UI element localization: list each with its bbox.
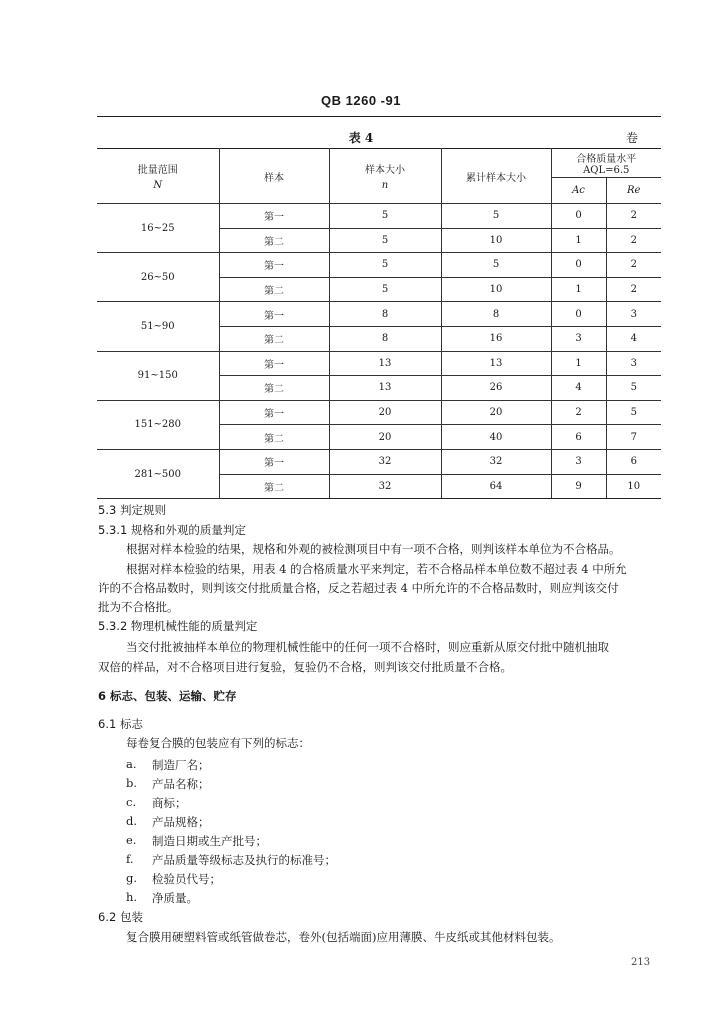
- sample-size-cell: 5: [329, 253, 441, 278]
- paragraph-5-3-1-b-line3: 批为不合格批。: [98, 600, 179, 614]
- header-rule: [97, 116, 661, 117]
- re-cell: 2: [606, 253, 661, 278]
- cumulative-cell: 64: [441, 474, 551, 499]
- section-5-3-1-title: 5.3.1 规格和外观的质量判定: [98, 523, 246, 537]
- re-cell: 6: [606, 449, 661, 474]
- marking-list-item: f.: [126, 852, 134, 866]
- header-sample: 样本: [219, 149, 329, 204]
- section-5-3-title: 5.3 判定规则: [98, 503, 166, 517]
- standard-code: QB 1260 -91: [321, 93, 401, 108]
- header-re: Re: [606, 178, 661, 204]
- marking-list-item: d.: [126, 814, 138, 828]
- page-number: 213: [631, 957, 651, 968]
- cumulative-cell: 26: [441, 376, 551, 401]
- re-cell: 4: [606, 326, 661, 351]
- stage-cell: 第二: [219, 228, 329, 253]
- stage-cell: 第一: [219, 302, 329, 327]
- sample-size-cell: 13: [329, 351, 441, 376]
- re-cell: 2: [606, 277, 661, 302]
- stage-cell: 第一: [219, 351, 329, 376]
- sample-size-cell: 32: [329, 474, 441, 499]
- ac-cell: 0: [551, 302, 606, 327]
- paragraph-5-3-2-line1: 当交付批被抽样本单位的物理机械性能中的任何一项不合格时，则应重新从原交付批中随机抽取: [126, 640, 609, 654]
- section-6-1-title: 6.1 标志: [98, 717, 143, 731]
- header-sample-size: 样本大小 n: [329, 149, 441, 204]
- ac-cell: 0: [551, 204, 606, 229]
- marking-list-item-text: 净质量。: [152, 891, 198, 905]
- header-cumulative: 累计样本大小: [441, 149, 551, 204]
- stage-cell: 第二: [219, 376, 329, 401]
- stage-cell: 第一: [219, 253, 329, 278]
- stage-cell: 第二: [219, 326, 329, 351]
- sample-size-cell: 5: [329, 228, 441, 253]
- ac-cell: 3: [551, 326, 606, 351]
- table-row: [97, 400, 661, 425]
- re-cell: 3: [606, 351, 661, 376]
- header-ac: Ac: [551, 178, 606, 204]
- sample-size-cell: 8: [329, 302, 441, 327]
- batch-range-cell: 151~280: [97, 400, 219, 449]
- re-cell: 2: [606, 204, 661, 229]
- paragraph-5-3-1-b-line1: 根据对样本检验的结果，用表 4 的合格质量水平来判定，若不合格品样本单位数不超过表 4 中所允: [126, 562, 627, 576]
- section-6-2-title: 6.2 包装: [98, 910, 143, 924]
- cumulative-cell: 10: [441, 277, 551, 302]
- ac-cell: 2: [551, 400, 606, 425]
- sampling-table: [97, 148, 661, 499]
- marking-list-item-text: 产品质量等级标志及执行的标准号；: [152, 853, 336, 867]
- re-cell: 5: [606, 376, 661, 401]
- table-row: [97, 351, 661, 376]
- batch-range-cell: 51~90: [97, 302, 219, 351]
- re-cell: 3: [606, 302, 661, 327]
- ac-cell: 6: [551, 425, 606, 450]
- cumulative-cell: 5: [441, 253, 551, 278]
- marking-list-item: c.: [126, 795, 137, 809]
- section-6-title: 6 标志、包装、运输、贮存: [98, 689, 237, 703]
- marking-list-item-text: 产品规格；: [152, 815, 210, 829]
- marking-list-item-text: 产品名称；: [152, 777, 210, 791]
- cumulative-cell: 16: [441, 326, 551, 351]
- paragraph-5-3-1-a: 根据对样本检验的结果，规格和外观的被检测项目中有一项不合格，则判该样本单位为不合格品。: [126, 542, 621, 556]
- marking-list-item: a.: [126, 757, 137, 771]
- paragraph-5-3-2-line2: 双倍的样品，对不合格项目进行复验，复验仍不合格，则判该交付批质量不合格。: [98, 660, 512, 674]
- cumulative-cell: 10: [441, 228, 551, 253]
- marking-list-item: h.: [126, 890, 138, 904]
- marking-list-item-text: 检验员代号；: [152, 872, 221, 886]
- table-row: [97, 204, 661, 229]
- cumulative-cell: 8: [441, 302, 551, 327]
- cumulative-cell: 5: [441, 204, 551, 229]
- cumulative-cell: 20: [441, 400, 551, 425]
- re-cell: 2: [606, 228, 661, 253]
- stage-cell: 第一: [219, 400, 329, 425]
- table-row: [97, 253, 661, 278]
- paragraph-6-2: 复合膜用硬塑料管或纸管做卷芯，卷外(包括端面)应用薄膜、牛皮纸或其他材料包装。: [126, 930, 561, 944]
- table-row: [97, 302, 661, 327]
- table-unit: 卷: [626, 131, 639, 145]
- table-row: [97, 449, 661, 474]
- paragraph-5-3-1-b-line2: 许的不合格品数时，则判该交付批质量合格，反之若超过表 4 中所允许的不合格品数时，则应判该交付: [98, 581, 619, 595]
- re-cell: 5: [606, 400, 661, 425]
- stage-cell: 第一: [219, 449, 329, 474]
- ac-cell: 0: [551, 253, 606, 278]
- stage-cell: 第二: [219, 474, 329, 499]
- table-caption: 表 4: [348, 131, 374, 145]
- sample-size-cell: 8: [329, 326, 441, 351]
- stage-cell: 第二: [219, 277, 329, 302]
- cumulative-cell: 13: [441, 351, 551, 376]
- marking-list-item-text: 制造厂名；: [152, 758, 210, 772]
- sample-size-cell: 20: [329, 400, 441, 425]
- sample-size-cell: 5: [329, 204, 441, 229]
- marking-list-item: e.: [126, 833, 137, 847]
- stage-cell: 第一: [219, 204, 329, 229]
- marking-list-item-text: 商标；: [152, 796, 187, 810]
- ac-cell: 9: [551, 474, 606, 499]
- sample-size-cell: 20: [329, 425, 441, 450]
- sample-size-cell: 32: [329, 449, 441, 474]
- header-batch-range: 批量范围 N: [97, 149, 219, 204]
- stage-cell: 第二: [219, 425, 329, 450]
- marking-list-item: b.: [126, 776, 138, 790]
- header-aql: 合格质量水平 AQL=6.5: [551, 149, 661, 178]
- sample-size-cell: 13: [329, 376, 441, 401]
- marking-list-item: g.: [126, 871, 138, 885]
- cumulative-cell: 40: [441, 425, 551, 450]
- paragraph-6-1-intro: 每卷复合膜的包装应有下列的标志：: [126, 736, 310, 750]
- marking-list-item-text: 制造日期或生产批号；: [152, 834, 267, 848]
- sample-size-cell: 5: [329, 277, 441, 302]
- cumulative-cell: 32: [441, 449, 551, 474]
- re-cell: 10: [606, 474, 661, 499]
- ac-cell: 1: [551, 351, 606, 376]
- ac-cell: 1: [551, 277, 606, 302]
- batch-range-cell: 26~50: [97, 253, 219, 302]
- batch-range-cell: 16~25: [97, 204, 219, 253]
- ac-cell: 4: [551, 376, 606, 401]
- batch-range-cell: 281~500: [97, 449, 219, 498]
- ac-cell: 1: [551, 228, 606, 253]
- batch-range-cell: 91~150: [97, 351, 219, 400]
- section-5-3-2-title: 5.3.2 物理机械性能的质量判定: [98, 619, 258, 633]
- re-cell: 7: [606, 425, 661, 450]
- ac-cell: 3: [551, 449, 606, 474]
